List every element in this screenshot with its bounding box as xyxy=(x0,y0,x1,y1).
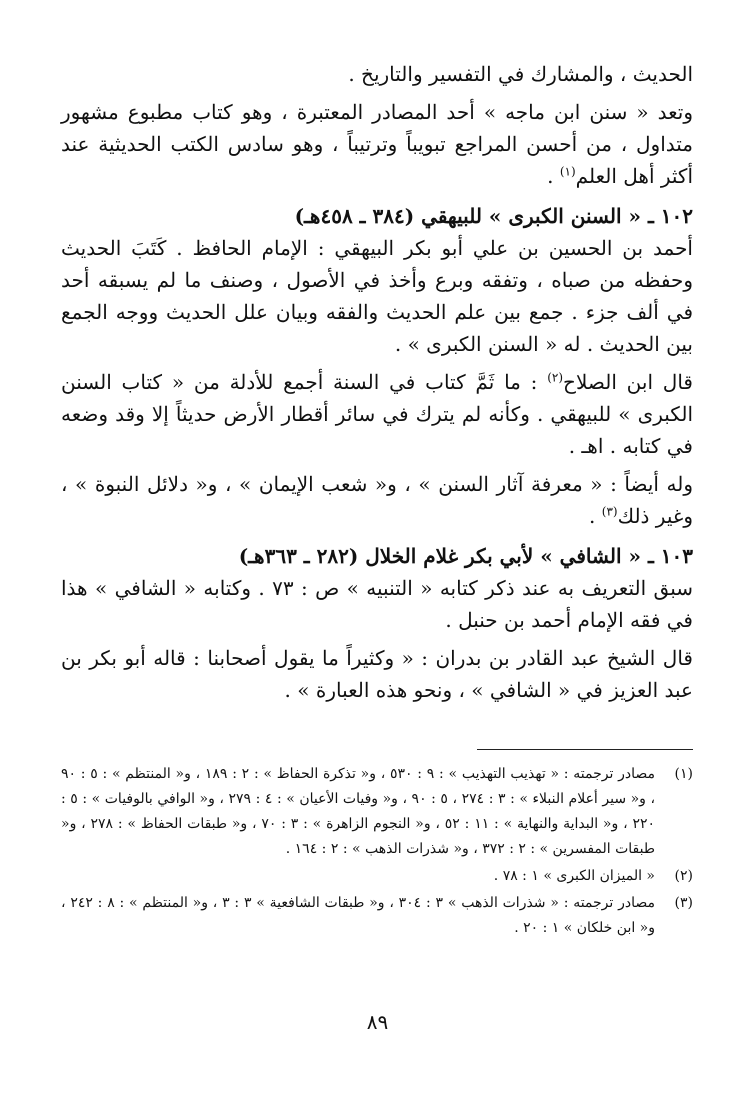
paragraph-bayhaqi-bio: أحمد بن الحسين بن علي أبو بكر البيهقي : الإمام الحافظ . كَتَبَ الحديث وحفظه من صباه ، وتفقه وبرع وأخذ في الأصول ، وصنف ما لم يسبقه أحد في ألف جزء . جمع بين علم الحديث والفقه وبيان علل الحديث ووجه الجمع بين الحديث . له « السنن الكبرى » . xyxy=(61,236,693,356)
paragraph-other-works-text: وله أيضاً : « معرفة آثار السنن » ، و« شعب الإيمان » ، و« دلائل النبوة » ، وغير ذلك xyxy=(61,472,693,528)
footnote-text: « الميزان الكبرى » ١ : ٧٨ . xyxy=(493,868,655,884)
footnote-ref-3: (٣) xyxy=(601,504,618,519)
paragraph-end: . xyxy=(547,164,560,188)
paragraph-continuation: الحديث ، والمشارك في التفسير والتاريخ . xyxy=(348,62,693,86)
entry-title-103: « الشافي » xyxy=(540,544,641,568)
entry-number-102: ١٠٢ ـ xyxy=(647,204,693,228)
entry-subtitle-102: للبيهقي (٣٨٤ ـ ٤٥٨هـ) xyxy=(294,204,489,228)
paragraph-other-works-end: . xyxy=(589,504,602,528)
footnote-ref-1: (١) xyxy=(559,164,576,179)
main-text xyxy=(61,58,693,706)
entry-subtitle-103: لأبي بكر غلام الخلال (٢٨٢ ـ ٣٦٣هـ) xyxy=(238,544,541,568)
paragraph-shafi-intro: سبق التعريف به عند ذكر كتابه « التنبيه » ص : ٧٣ . وكتابه « الشافي » هذا في فقه الإمام أحمد بن حنبل . xyxy=(61,576,693,632)
paragraph-ibn-salah xyxy=(61,366,693,462)
paragraph-ibn-badran: قال الشيخ عبد القادر بن بدران : « وكثيراً ما يقول أصحابنا : قاله أبو بكر بن عبد العزيز في « الشافي » ، ونحو هذه العبارة » . xyxy=(61,646,693,702)
paragraph-ibn-salah-lead: قال ابن الصلاح xyxy=(563,370,693,394)
entry-title-102: « السنن الكبرى » xyxy=(488,204,641,228)
entry-heading-103 xyxy=(61,540,693,572)
footnote-1 xyxy=(61,762,693,862)
paragraph-ibn-salah-quote: : ما ثَمَّ كتاب في السنة أجمع للأدلة من « كتاب السنن الكبرى » للبيهقي . وكأنه لم يترك في سائر أقطار الأرض حديثاً إلا وقد وضعه في كتابه . اهـ . xyxy=(61,370,693,458)
entry-number-103: ١٠٣ ـ xyxy=(647,544,693,568)
footnote-text: مصادر ترجمته : « شذرات الذهب » ٣ : ٣٠٤ ، و« طبقات الشافعية » ٣ : ٣ ، و« المنتظم » : ٨ : ٢٤٢ ، و« ابن خلكان » ١ : ٢٠ . xyxy=(61,895,655,936)
footnote-number: (٣) xyxy=(674,895,693,911)
paragraph-other-works xyxy=(61,468,693,532)
entry-heading-102 xyxy=(61,200,693,232)
footnote-number: (١) xyxy=(674,766,693,782)
footnotes xyxy=(61,762,693,943)
footnote-text: مصادر ترجمته : « تهذيب التهذيب » : ٩ : ٥٣٠ ، و« تذكرة الحفاظ » : ٢ : ١٨٩ ، و« المنتظم » : ٥ : ٩٠ ، و« سير أعلام النبلاء » : ٣ : ٢٧٤ ، ٥ : ٩٠ ، و« وفيات الأعيان » : ٤ : ٢٧٩ ، و« الوافي بالوفيات » : ٥ : ٢٢٠ ، و« البداية والنهاية » : ١١ : ٥٢ ، و« النجوم الزاهرة » : ٣ : ٧٠ ، و« طبقات الحفاظ » : ٢٧٨ ، و« طبقات المفسرين » : ٢ : ٣٧٢ ، و« شذرات الذهب » : ٢ : ١٦٤ . xyxy=(61,766,656,857)
footnote-separator xyxy=(477,749,693,750)
footnote-ref-2: (٢) xyxy=(547,370,564,385)
footnote-2 xyxy=(61,864,693,889)
footnote-number: (٢) xyxy=(674,868,693,884)
paragraph-ibn-majah-text: وتعد « سنن ابن ماجه » أحد المصادر المعتبرة ، وهو كتاب مطبوع مشهور متداول ، من أحسن المراجع تبويباً وترتيباً ، وهو سادس الكتب الحديثية عند أكثر أهل العلم xyxy=(61,100,693,188)
footnote-3 xyxy=(61,891,693,941)
page-number: ٨٩ xyxy=(366,1010,389,1034)
paragraph-ibn-majah xyxy=(61,96,693,192)
